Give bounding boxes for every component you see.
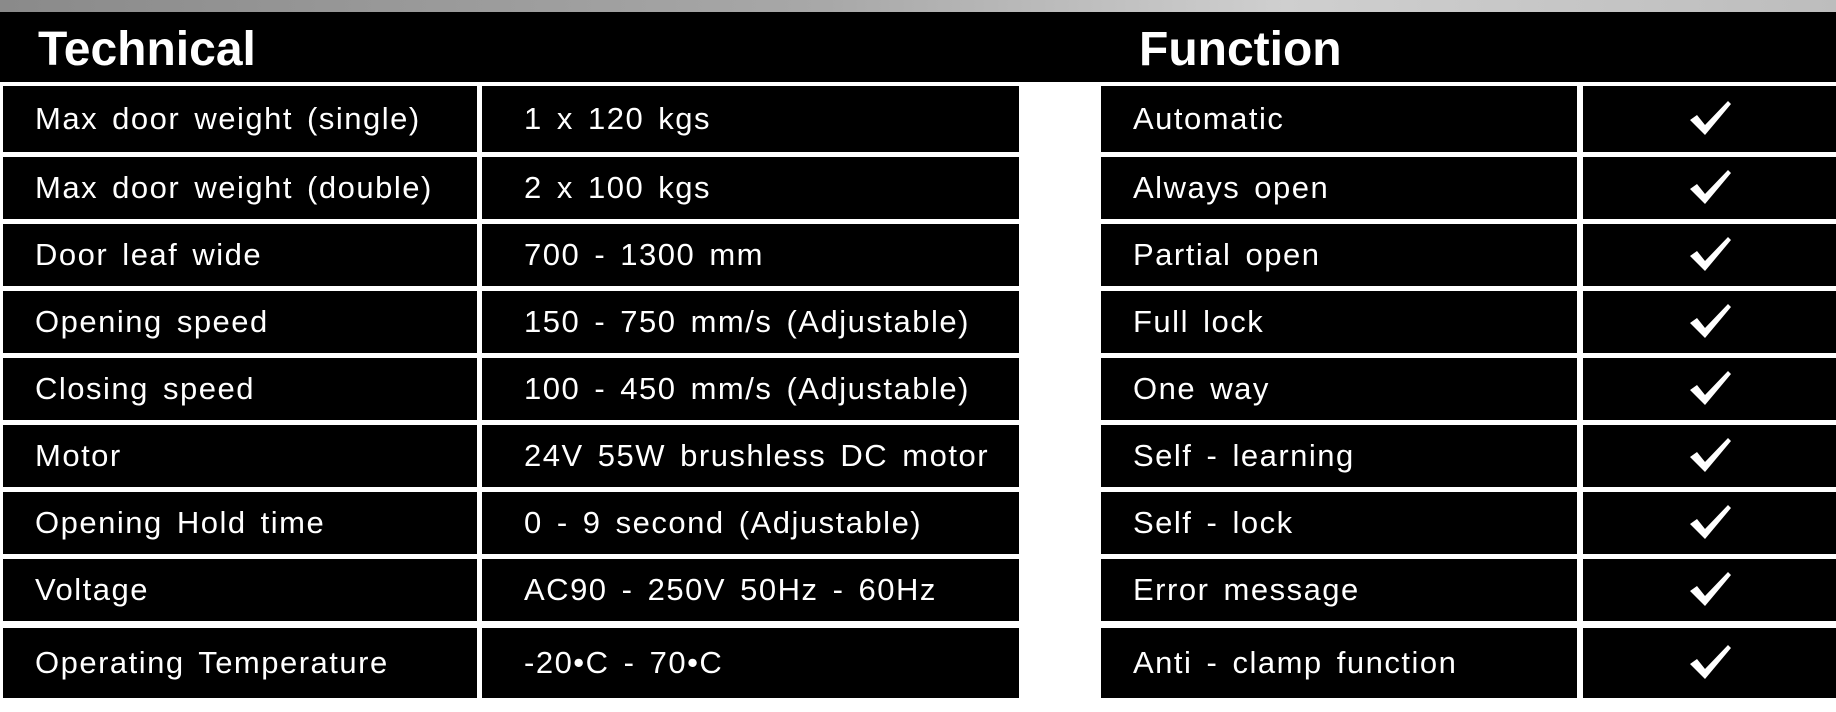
technical-row-value xyxy=(482,492,1019,554)
technical-row-value xyxy=(482,291,1019,353)
function-row-label xyxy=(1101,559,1577,621)
technical-row-label xyxy=(3,425,477,487)
check-icon xyxy=(1688,503,1732,541)
function-row-label xyxy=(1101,291,1577,353)
technical-row-label xyxy=(3,224,477,286)
function-check-cell xyxy=(1583,86,1836,152)
top-strip xyxy=(0,0,1836,12)
function-row-label xyxy=(1101,224,1577,286)
technical-value-text: 700 - 1300 mm xyxy=(524,237,764,272)
check-icon xyxy=(1688,235,1732,273)
technical-heading: Technical xyxy=(38,23,256,76)
function-label-text: Automatic xyxy=(1133,101,1285,136)
function-label-text: Partial open xyxy=(1133,237,1321,272)
technical-row-value xyxy=(482,425,1019,487)
technical-row-label xyxy=(3,628,477,698)
technical-row-label xyxy=(3,157,477,219)
function-label-text: Self - learning xyxy=(1133,438,1355,473)
function-row-label xyxy=(1101,492,1577,554)
technical-row-label xyxy=(3,358,477,420)
check-icon xyxy=(1688,99,1732,137)
check-icon xyxy=(1688,570,1732,608)
technical-row-label xyxy=(3,86,477,152)
technical-value-text: 1 x 120 kgs xyxy=(524,101,712,136)
check-icon xyxy=(1688,168,1732,206)
technical-value-text: AC90 - 250V 50Hz - 60Hz xyxy=(524,572,937,607)
function-label-text: Error message xyxy=(1133,572,1360,607)
function-row-label xyxy=(1101,358,1577,420)
function-label-text: Anti - clamp function xyxy=(1133,645,1458,680)
function-check-cell xyxy=(1583,224,1836,286)
technical-label-text: Opening Hold time xyxy=(35,505,326,540)
technical-value-text: 24V 55W brushless DC motor xyxy=(524,438,990,473)
function-label-text: Self - lock xyxy=(1133,505,1294,540)
function-row-label xyxy=(1101,86,1577,152)
technical-label-text: Closing speed xyxy=(35,371,255,406)
function-row-label xyxy=(1101,628,1577,698)
technical-row-label xyxy=(3,492,477,554)
technical-label-text: Max door weight (double) xyxy=(35,170,433,205)
technical-row-label xyxy=(3,291,477,353)
function-check-cell xyxy=(1583,291,1836,353)
technical-value-text: -20•C - 70•C xyxy=(524,645,724,680)
header-bar xyxy=(0,0,1836,82)
function-check-cell xyxy=(1583,425,1836,487)
function-row-label xyxy=(1101,425,1577,487)
function-row-label xyxy=(1101,157,1577,219)
technical-value-text: 2 x 100 kgs xyxy=(524,170,712,205)
technical-label-text: Door leaf wide xyxy=(35,237,263,272)
technical-row-value xyxy=(482,358,1019,420)
function-check-cell xyxy=(1583,358,1836,420)
function-check-cell xyxy=(1583,559,1836,621)
technical-label-text: Voltage xyxy=(35,572,149,607)
technical-row-label xyxy=(3,559,477,621)
check-icon xyxy=(1688,369,1732,407)
technical-label-text: Motor xyxy=(35,438,122,473)
function-label-text: Always open xyxy=(1133,170,1330,205)
technical-row-value xyxy=(482,86,1019,152)
technical-label-text: Max door weight (single) xyxy=(35,101,421,136)
technical-label-text: Operating Temperature xyxy=(35,645,389,680)
technical-row-value xyxy=(482,559,1019,621)
technical-value-text: 150 - 750 mm/s (Adjustable) xyxy=(524,304,970,339)
function-check-cell xyxy=(1583,628,1836,698)
check-icon xyxy=(1688,643,1732,681)
technical-label-text: Opening speed xyxy=(35,304,269,339)
technical-value-text: 100 - 450 mm/s (Adjustable) xyxy=(524,371,970,406)
function-label-text: One way xyxy=(1133,371,1270,406)
function-heading: Function xyxy=(1139,23,1342,76)
function-label-text: Full lock xyxy=(1133,304,1265,339)
function-check-cell xyxy=(1583,157,1836,219)
check-icon xyxy=(1688,302,1732,340)
technical-row-value xyxy=(482,224,1019,286)
function-check-cell xyxy=(1583,492,1836,554)
technical-row-value xyxy=(482,628,1019,698)
check-icon xyxy=(1688,436,1732,474)
technical-row-value xyxy=(482,157,1019,219)
technical-value-text: 0 - 9 second (Adjustable) xyxy=(524,505,923,540)
